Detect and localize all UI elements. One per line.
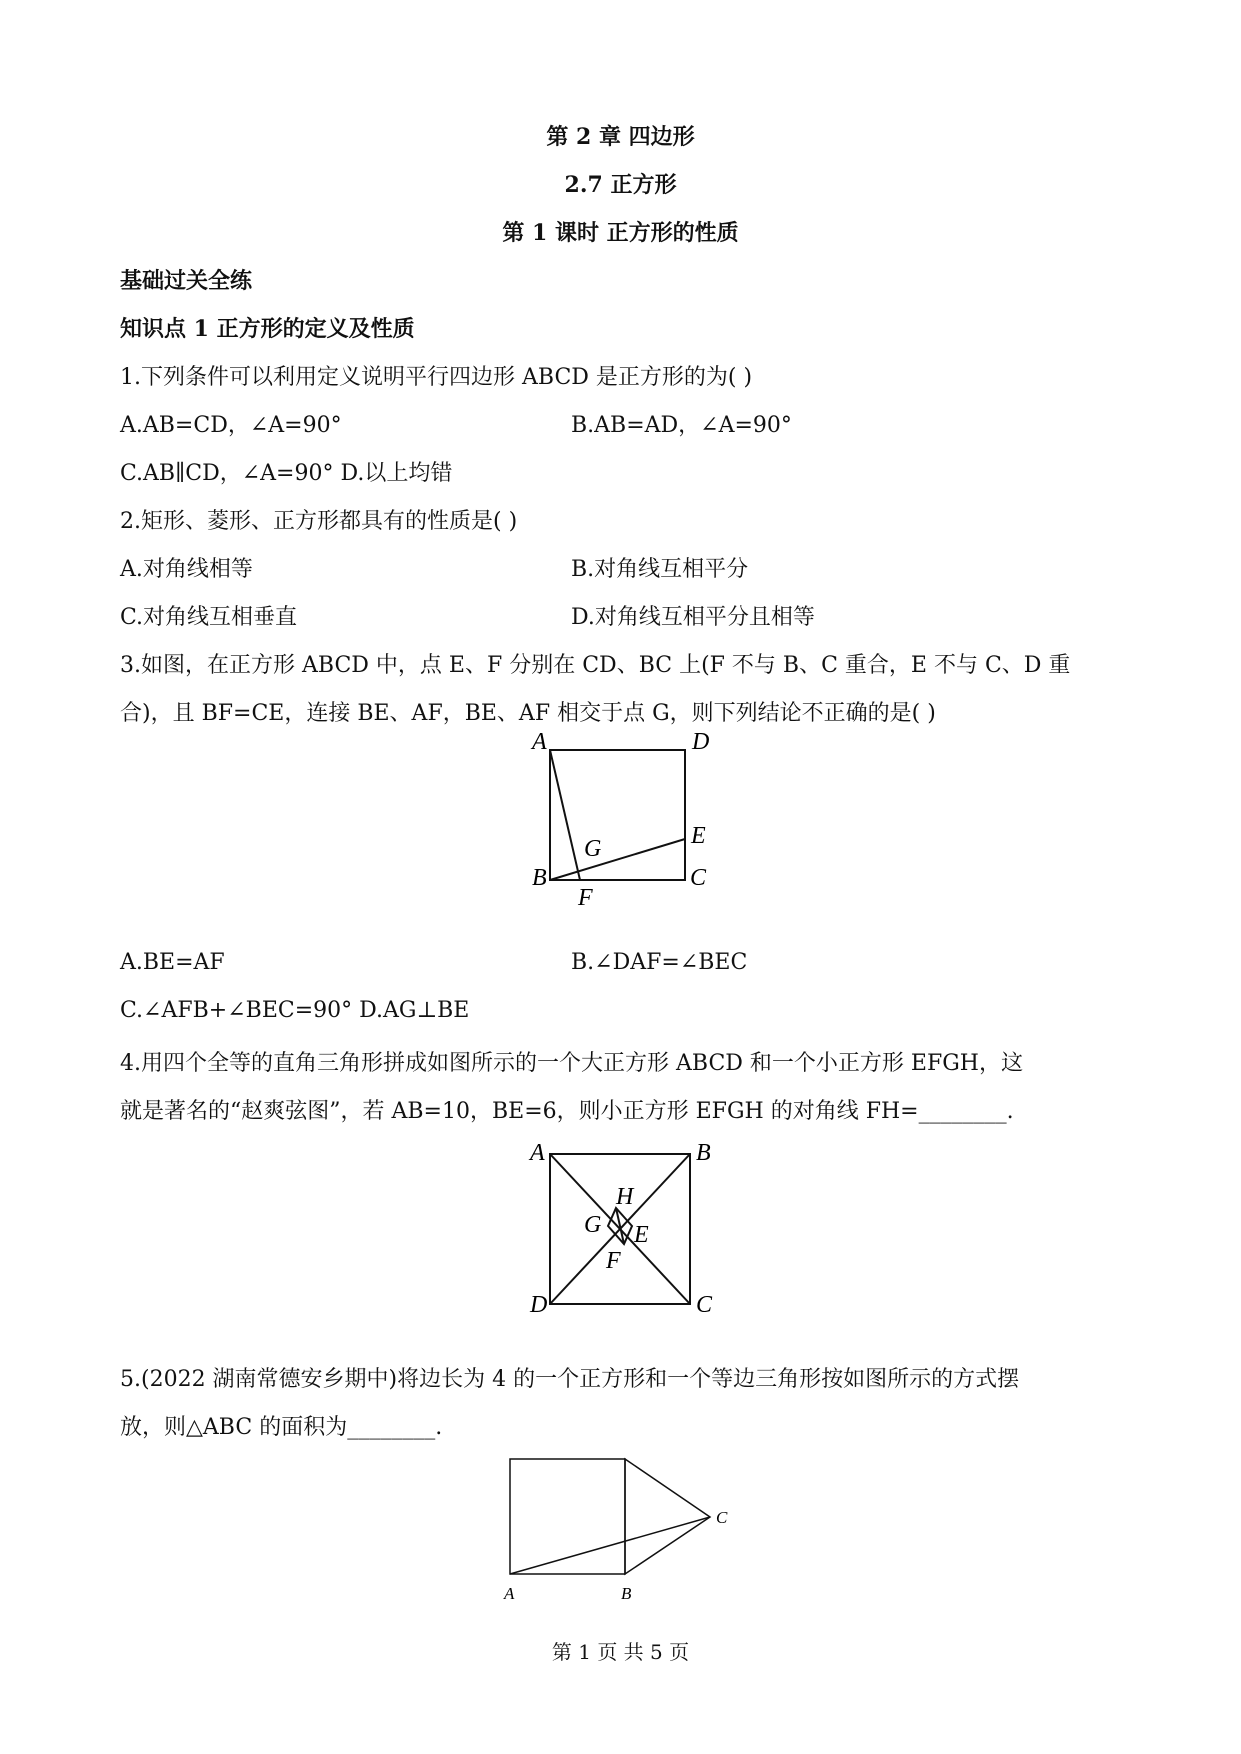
- q3-label-c: C: [690, 865, 707, 891]
- q3-stem-line1: 3.如图，在正方形 ABCD 中，点 E、F 分别在 CD、BC 上(F 不与 B、C 重合，E 不与 C、D 重: [120, 653, 1071, 678]
- q3-label-d: D: [692, 729, 710, 755]
- q3-label-g: G: [584, 836, 602, 862]
- knowledge-point-heading: 知识点 1 正方形的定义及性质: [120, 316, 415, 342]
- q4-label-a: A: [530, 1140, 545, 1166]
- q5-label-c: C: [716, 1508, 728, 1527]
- q3-stem-line2: 合)，且 BF=CE，连接 BE、AF，BE、AF 相交于点 G，则下列结论不正确的是( ): [120, 701, 936, 726]
- q5-stem-line2: 放，则△ABC 的面积为________.: [120, 1415, 443, 1440]
- q3-figure: [520, 729, 720, 911]
- section-title: 2.7 正方形: [564, 172, 677, 198]
- q3-label-e: E: [691, 823, 706, 849]
- q4-stem-line2: 就是著名的“赵爽弦图”，若 AB=10，BE=6，则小正方形 EFGH 的对角线 FH=________.: [120, 1099, 1014, 1124]
- q3-option-b: B.∠DAF=∠BEC: [571, 950, 748, 975]
- q3-label-a: A: [532, 729, 547, 755]
- q1-option-a: A.AB=CD，∠A=90°: [120, 413, 342, 438]
- q5-label-a: A: [504, 1584, 515, 1603]
- q5-label-b: B: [621, 1584, 632, 1603]
- q3-label-f: F: [578, 885, 593, 911]
- q2-option-b: B.对角线互相平分: [571, 557, 749, 582]
- q4-stem-line1: 4.用四个全等的直角三角形拼成如图所示的一个大正方形 ABCD 和一个小正方形 EFGH，这: [120, 1051, 1023, 1076]
- q5-square: [510, 1459, 625, 1574]
- page-footer: 第 1 页 共 5 页: [551, 1640, 690, 1664]
- q2-option-c: C.对角线互相垂直: [120, 605, 298, 630]
- q4-label-f: F: [606, 1248, 621, 1274]
- q3-option-a: A.BE=AF: [120, 950, 225, 975]
- q1-option-b: B.AB=AD，∠A=90°: [571, 413, 792, 438]
- q5-figure: [500, 1455, 760, 1605]
- q3-option-cd: C.∠AFB+∠BEC=90° D.AG⊥BE: [120, 998, 470, 1023]
- q4-label-e: E: [634, 1222, 649, 1248]
- q5-triangle: [625, 1459, 710, 1574]
- q1-option-cd: C.AB∥CD，∠A=90° D.以上均错: [120, 461, 453, 486]
- q5-stem-line1: 5.(2022 湖南常德安乡期中)将边长为 4 的一个正方形和一个等边三角形按如图所示的方式摆: [120, 1367, 1020, 1392]
- q3-line-af: [550, 750, 580, 880]
- q3-label-b: B: [532, 865, 547, 891]
- q2-stem: 2.矩形、菱形、正方形都具有的性质是( ): [120, 509, 518, 534]
- q4-label-g: G: [584, 1212, 602, 1238]
- q4-label-b: B: [696, 1140, 711, 1166]
- q1-stem: 1.下列条件可以利用定义说明平行四边形 ABCD 是正方形的为( ): [120, 365, 753, 390]
- q4-label-c: C: [696, 1292, 713, 1318]
- q4-figure: [520, 1140, 720, 1340]
- q3-line-be: [550, 839, 685, 880]
- q5-line-ac: [510, 1517, 710, 1574]
- q4-label-h: H: [616, 1184, 634, 1210]
- chapter-title: 第 2 章 四边形: [546, 124, 695, 150]
- lesson-title: 第 1 课时 正方形的性质: [502, 220, 739, 246]
- section-heading: 基础过关全练: [120, 268, 253, 294]
- q2-option-d: D.对角线互相平分且相等: [571, 605, 815, 630]
- q2-option-a: A.对角线相等: [120, 557, 253, 582]
- q4-label-d: D: [530, 1292, 548, 1318]
